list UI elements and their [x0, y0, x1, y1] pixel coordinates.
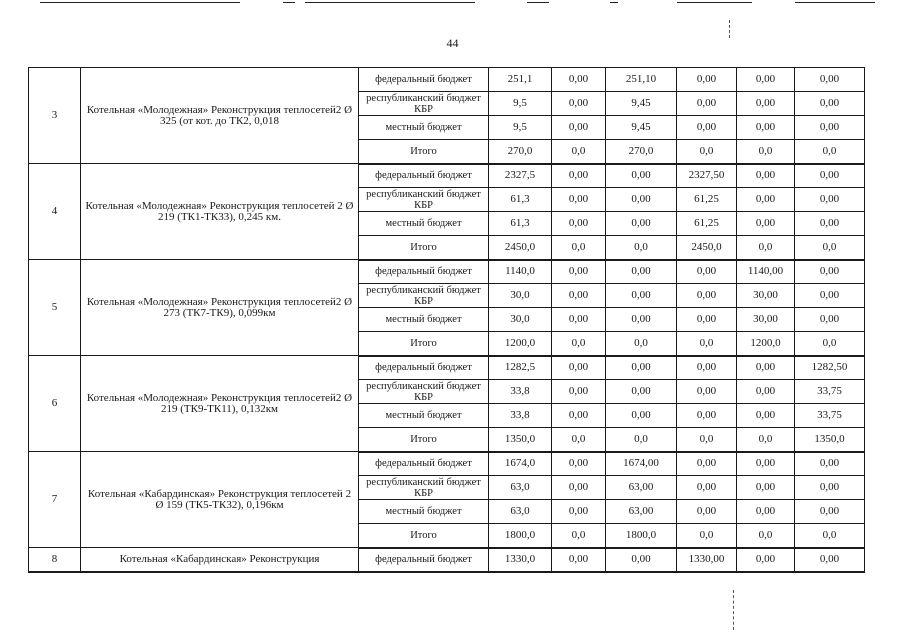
amount-cell: 0,00 [737, 476, 795, 500]
amount-cell: 0,0 [677, 140, 737, 164]
amount-cell: 9,45 [606, 116, 677, 140]
amount-cell: 30,00 [737, 284, 795, 308]
scan-artifact-line [610, 2, 618, 3]
amount-cell: 0,00 [552, 212, 606, 236]
project-name: Котельная «Кабардинская» Реконструкция [81, 548, 359, 572]
amount-cell: 0,00 [737, 68, 795, 92]
item-number: 6 [29, 356, 81, 452]
amount-cell: 63,0 [489, 500, 552, 524]
fold-mark [733, 590, 735, 630]
project-name: Котельная «Молодежная» Реконструкция теплосетей 2 Ø 219 (ТК1-ТК33), 0,245 км. [81, 164, 359, 260]
funding-source: республиканский бюджет КБР [359, 476, 489, 500]
amount-cell: 0,00 [552, 356, 606, 380]
amount-cell: 0,0 [737, 428, 795, 452]
amount-cell: 0,00 [795, 284, 865, 308]
table-row [29, 68, 865, 92]
amount-cell: 0,00 [552, 476, 606, 500]
amount-cell: 251,1 [489, 68, 552, 92]
project-name: Котельная «Молодежная» Реконструкция теплосетей2 Ø 219 (ТК9-ТК11), 0,132км [81, 356, 359, 452]
amount-cell: 0,00 [606, 380, 677, 404]
amount-cell: 1140,00 [737, 260, 795, 284]
amount-cell: 0,00 [606, 164, 677, 188]
amount-cell: 0,00 [795, 68, 865, 92]
amount-cell: 0,0 [552, 428, 606, 452]
amount-cell: 0,00 [552, 260, 606, 284]
amount-cell: 1674,00 [606, 452, 677, 476]
amount-cell: 0,00 [552, 380, 606, 404]
funding-source: федеральный бюджет [359, 260, 489, 284]
amount-cell: 270,0 [606, 140, 677, 164]
amount-cell: 1330,0 [489, 548, 552, 572]
amount-cell: 0,0 [737, 236, 795, 260]
amount-cell: 0,00 [552, 404, 606, 428]
amount-cell: 0,00 [677, 476, 737, 500]
amount-cell: 0,0 [552, 140, 606, 164]
amount-cell: 9,45 [606, 92, 677, 116]
amount-cell: 0,00 [606, 548, 677, 572]
amount-cell: 0,00 [606, 404, 677, 428]
amount-cell: 0,00 [795, 548, 865, 572]
page-number: 44 [446, 36, 459, 50]
funding-source: Итого [359, 332, 489, 356]
amount-cell: 0,00 [737, 380, 795, 404]
item-number: 8 [29, 548, 81, 572]
item-number: 5 [29, 260, 81, 356]
amount-cell: 0,0 [677, 428, 737, 452]
amount-cell: 0,00 [737, 116, 795, 140]
amount-cell: 0,0 [737, 140, 795, 164]
amount-cell: 63,00 [606, 476, 677, 500]
amount-cell: 30,00 [737, 308, 795, 332]
amount-cell: 0,0 [677, 524, 737, 548]
amount-cell: 1674,0 [489, 452, 552, 476]
funding-source: Итого [359, 140, 489, 164]
amount-cell: 2327,5 [489, 164, 552, 188]
funding-source: Итого [359, 524, 489, 548]
amount-cell: 0,00 [795, 452, 865, 476]
amount-cell: 0,00 [552, 164, 606, 188]
amount-cell: 1282,5 [489, 356, 552, 380]
table-row [29, 548, 865, 572]
project-name: Котельная «Молодежная» Реконструкция теплосетей2 Ø 325 (от кот. до ТК2, 0,018 [81, 68, 359, 164]
amount-cell: 61,3 [489, 188, 552, 212]
amount-cell: 0,0 [737, 524, 795, 548]
amount-cell: 0,00 [737, 164, 795, 188]
amount-cell: 1200,0 [489, 332, 552, 356]
funding-source: республиканский бюджет КБР [359, 284, 489, 308]
amount-cell: 0,0 [552, 332, 606, 356]
amount-cell: 0,00 [552, 92, 606, 116]
table-row [29, 356, 865, 380]
amount-cell: 0,00 [552, 284, 606, 308]
amount-cell: 0,00 [552, 68, 606, 92]
amount-cell: 0,00 [606, 212, 677, 236]
amount-cell: 0,00 [795, 260, 865, 284]
amount-cell: 0,00 [677, 116, 737, 140]
amount-cell: 33,75 [795, 404, 865, 428]
amount-cell: 0,00 [606, 308, 677, 332]
funding-source: Итого [359, 236, 489, 260]
funding-source: республиканский бюджет КБР [359, 380, 489, 404]
amount-cell: 1282,50 [795, 356, 865, 380]
funding-source: республиканский бюджет КБР [359, 92, 489, 116]
funding-source: Итого [359, 428, 489, 452]
project-name: Котельная «Кабардинская» Реконструкция теплосетей 2 Ø 159 (ТК5-ТК32), 0,196км [81, 452, 359, 548]
amount-cell: 1140,0 [489, 260, 552, 284]
amount-cell: 0,00 [737, 188, 795, 212]
amount-cell: 0,00 [737, 548, 795, 572]
scan-artifact-line [677, 2, 752, 3]
funding-source: федеральный бюджет [359, 356, 489, 380]
amount-cell: 61,25 [677, 188, 737, 212]
amount-cell: 0,0 [606, 332, 677, 356]
amount-cell: 0,00 [677, 356, 737, 380]
amount-cell: 0,00 [737, 212, 795, 236]
amount-cell: 0,00 [606, 284, 677, 308]
amount-cell: 0,0 [795, 140, 865, 164]
amount-cell: 0,00 [737, 452, 795, 476]
amount-cell: 0,00 [795, 116, 865, 140]
amount-cell: 0,00 [552, 548, 606, 572]
funding-source: республиканский бюджет КБР [359, 188, 489, 212]
amount-cell: 1800,0 [489, 524, 552, 548]
amount-cell: 0,0 [677, 332, 737, 356]
funding-source: федеральный бюджет [359, 68, 489, 92]
amount-cell: 0,00 [677, 404, 737, 428]
funding-source: местный бюджет [359, 116, 489, 140]
scan-artifact-line [40, 2, 240, 3]
amount-cell: 0,0 [552, 524, 606, 548]
amount-cell: 33,75 [795, 380, 865, 404]
scan-artifact-line [795, 2, 875, 3]
amount-cell: 63,0 [489, 476, 552, 500]
funding-source: федеральный бюджет [359, 164, 489, 188]
amount-cell: 0,00 [737, 404, 795, 428]
amount-cell: 1800,0 [606, 524, 677, 548]
amount-cell: 0,00 [677, 308, 737, 332]
amount-cell: 1350,0 [489, 428, 552, 452]
amount-cell: 0,0 [606, 428, 677, 452]
item-number: 4 [29, 164, 81, 260]
amount-cell: 0,0 [795, 524, 865, 548]
amount-cell: 0,00 [677, 380, 737, 404]
amount-cell: 0,00 [795, 164, 865, 188]
amount-cell: 0,00 [552, 116, 606, 140]
project-name: Котельная «Молодежная» Реконструкция теплосетей2 Ø 273 (ТК7-ТК9), 0,099км [81, 260, 359, 356]
amount-cell: 0,00 [677, 92, 737, 116]
item-number: 7 [29, 452, 81, 548]
amount-cell: 0,00 [795, 476, 865, 500]
amount-cell: 0,00 [677, 452, 737, 476]
amount-cell: 0,0 [795, 332, 865, 356]
amount-cell: 33,8 [489, 380, 552, 404]
amount-cell: 2450,0 [489, 236, 552, 260]
amount-cell: 9,5 [489, 92, 552, 116]
amount-cell: 0,00 [795, 500, 865, 524]
amount-cell: 0,00 [737, 500, 795, 524]
amount-cell: 0,00 [677, 284, 737, 308]
amount-cell: 2327,50 [677, 164, 737, 188]
scan-artifact-line [305, 2, 475, 3]
amount-cell: 33,8 [489, 404, 552, 428]
amount-cell: 0,00 [795, 188, 865, 212]
table-row [29, 164, 865, 188]
amount-cell: 270,0 [489, 140, 552, 164]
amount-cell: 0,00 [606, 260, 677, 284]
amount-cell: 61,3 [489, 212, 552, 236]
funding-source: федеральный бюджет [359, 452, 489, 476]
amount-cell: 63,00 [606, 500, 677, 524]
amount-cell: 0,00 [552, 188, 606, 212]
scan-artifact-line [283, 2, 295, 3]
funding-source: местный бюджет [359, 212, 489, 236]
amount-cell: 2450,0 [677, 236, 737, 260]
funding-source: местный бюджет [359, 404, 489, 428]
budget-table [28, 67, 865, 573]
amount-cell: 0,00 [606, 356, 677, 380]
amount-cell: 0,00 [606, 188, 677, 212]
amount-cell: 0,00 [677, 260, 737, 284]
amount-cell: 1200,0 [737, 332, 795, 356]
table-row [29, 452, 865, 476]
amount-cell: 1330,00 [677, 548, 737, 572]
table-row [29, 260, 865, 284]
amount-cell: 0,0 [552, 236, 606, 260]
amount-cell: 0,0 [606, 236, 677, 260]
amount-cell: 0,00 [552, 308, 606, 332]
amount-cell: 0,00 [737, 92, 795, 116]
amount-cell: 0,00 [552, 452, 606, 476]
funding-source: местный бюджет [359, 500, 489, 524]
item-number: 3 [29, 68, 81, 164]
amount-cell: 0,0 [795, 236, 865, 260]
amount-cell: 0,00 [552, 500, 606, 524]
amount-cell: 1350,0 [795, 428, 865, 452]
amount-cell: 251,10 [606, 68, 677, 92]
amount-cell: 0,00 [737, 356, 795, 380]
amount-cell: 0,00 [795, 212, 865, 236]
scan-artifact-line [527, 2, 549, 3]
amount-cell: 0,00 [677, 500, 737, 524]
amount-cell: 30,0 [489, 284, 552, 308]
amount-cell: 30,0 [489, 308, 552, 332]
amount-cell: 9,5 [489, 116, 552, 140]
amount-cell: 0,00 [795, 92, 865, 116]
amount-cell: 61,25 [677, 212, 737, 236]
amount-cell: 0,00 [677, 68, 737, 92]
funding-source: федеральный бюджет [359, 548, 489, 572]
amount-cell: 0,00 [795, 308, 865, 332]
funding-source: местный бюджет [359, 308, 489, 332]
